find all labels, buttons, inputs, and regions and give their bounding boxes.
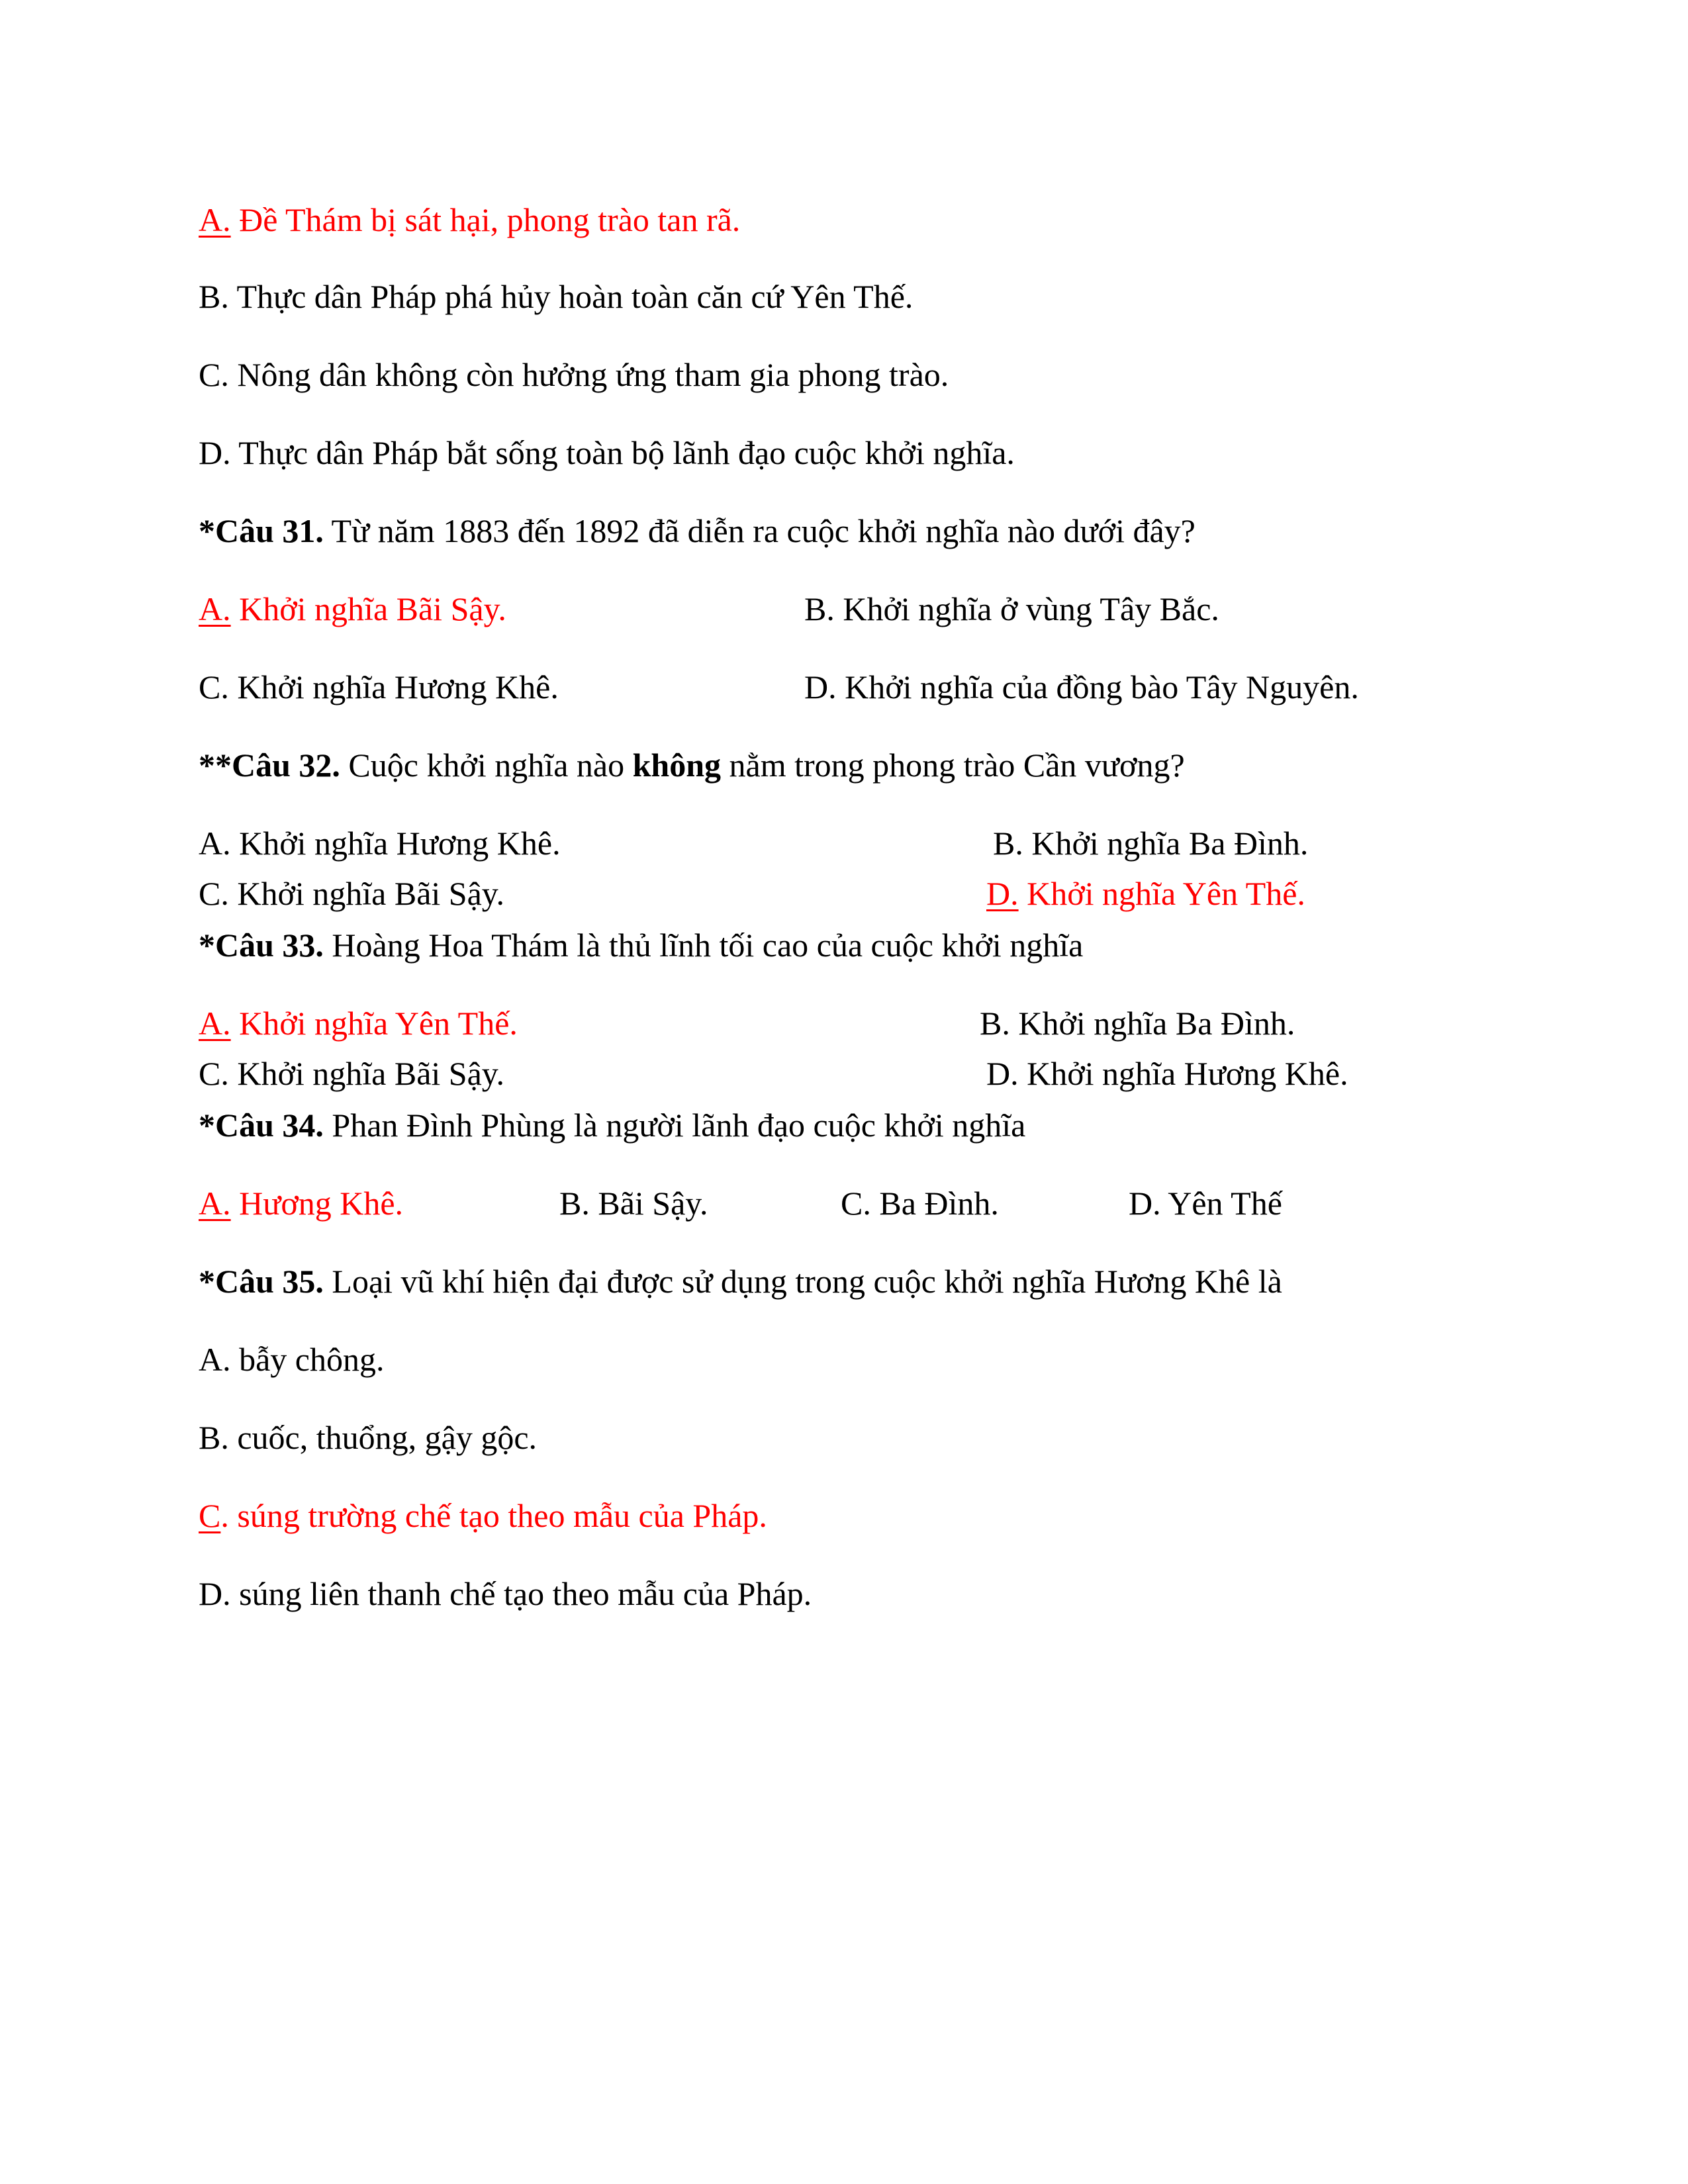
- q32-option-d-text: Khởi nghĩa Yên Thế.: [1018, 875, 1305, 912]
- q31-question: [199, 511, 1196, 551]
- q34-text: Phan Đình Phùng là người lãnh đạo cuộc khởi nghĩa: [323, 1107, 1026, 1144]
- q35-option-c: [199, 1496, 767, 1535]
- q35-option-d: D. súng liên thanh chế tạo theo mẫu của Pháp.: [199, 1575, 812, 1612]
- q32-option-c: C. Khởi nghĩa Bãi Sậy.: [199, 875, 505, 912]
- q34-option-b: B. Bãi Sậy.: [559, 1185, 708, 1222]
- q31-option-b: B. Khởi nghĩa ở vùng Tây Bắc.: [804, 590, 1219, 627]
- q33-option-a-text: Khởi nghĩa Yên Thế.: [230, 1005, 518, 1042]
- q33-option-c: C. Khởi nghĩa Bãi Sậy.: [199, 1055, 505, 1092]
- q30-option-a-letter: A.: [199, 201, 231, 238]
- q31-option-a-text: Khởi nghĩa Bãi Sậy.: [230, 590, 506, 627]
- q34-label: *Câu 34.: [199, 1107, 324, 1144]
- q32-option-a: A. Khởi nghĩa Hương Khê.: [199, 825, 561, 862]
- q32-text-before: Cuộc khởi nghĩa nào: [340, 747, 633, 784]
- q32-option-d-letter: D.: [986, 875, 1019, 912]
- q33-option-a: [199, 1003, 518, 1043]
- q31-option-a: [199, 589, 506, 629]
- q34-option-a-text: Hương Khê.: [230, 1185, 404, 1222]
- q31-label: *Câu 31.: [199, 512, 324, 549]
- q30-option-d: D. Thực dân Pháp bắt sống toàn bộ lãnh đạo cuộc khởi nghĩa.: [199, 434, 1015, 471]
- q30-option-a: [199, 200, 740, 240]
- q31-option-a-letter: A.: [199, 590, 231, 627]
- q30-option-a-text: Đề Thám bị sát hại, phong trào tan rã.: [230, 201, 741, 238]
- q33-question: [199, 925, 1083, 965]
- q35-option-c-text: . súng trường chế tạo theo mẫu của Pháp.: [220, 1497, 767, 1534]
- q32-question: [199, 745, 1185, 785]
- q34-question: [199, 1105, 1025, 1145]
- q33-option-d: D. Khởi nghĩa Hương Khê.: [986, 1055, 1348, 1092]
- q34-option-a-letter: A.: [199, 1185, 231, 1222]
- q33-label: *Câu 33.: [199, 927, 324, 964]
- q35-label: *Câu 35.: [199, 1263, 324, 1300]
- q32-text-after: nằm trong phong trào Cần vương?: [721, 747, 1185, 784]
- q33-option-b: B. Khởi nghĩa Ba Đình.: [980, 1005, 1295, 1042]
- q35-text: Loại vũ khí hiện đại được sử dụng trong cuộc khởi nghĩa Hương Khê là: [323, 1263, 1282, 1300]
- q35-question: [199, 1261, 1282, 1301]
- q31-option-c: C. Khởi nghĩa Hương Khê.: [199, 668, 559, 705]
- q35-option-c-letter: C: [199, 1497, 221, 1534]
- q32-bold-word: không: [632, 747, 722, 784]
- q32-option-d: [986, 874, 1305, 913]
- q32-label: **Câu 32.: [199, 747, 340, 784]
- q31-option-d: D. Khởi nghĩa của đồng bào Tây Nguyên.: [804, 668, 1359, 705]
- q30-option-c: C. Nông dân không còn hưởng ứng tham gia phong trào.: [199, 356, 949, 393]
- q35-option-a: A. bẫy chông.: [199, 1341, 385, 1378]
- q34-option-c: C. Ba Đình.: [841, 1185, 999, 1222]
- q33-option-a-letter: A.: [199, 1005, 231, 1042]
- q33-text: Hoàng Hoa Thám là thủ lĩnh tối cao của cuộc khởi nghĩa: [323, 927, 1084, 964]
- q35-option-b: B. cuốc, thuổng, gậy gộc.: [199, 1419, 538, 1456]
- q30-option-b: B. Thực dân Pháp phá hủy hoàn toàn căn cứ Yên Thế.: [199, 278, 914, 315]
- q34-option-d: D. Yên Thế: [1129, 1185, 1282, 1222]
- q31-text: Từ năm 1883 đến 1892 đã diễn ra cuộc khởi nghĩa nào dưới đây?: [323, 512, 1196, 549]
- q32-option-b: B. Khởi nghĩa Ba Đình.: [993, 825, 1309, 862]
- q34-option-a: [199, 1183, 403, 1223]
